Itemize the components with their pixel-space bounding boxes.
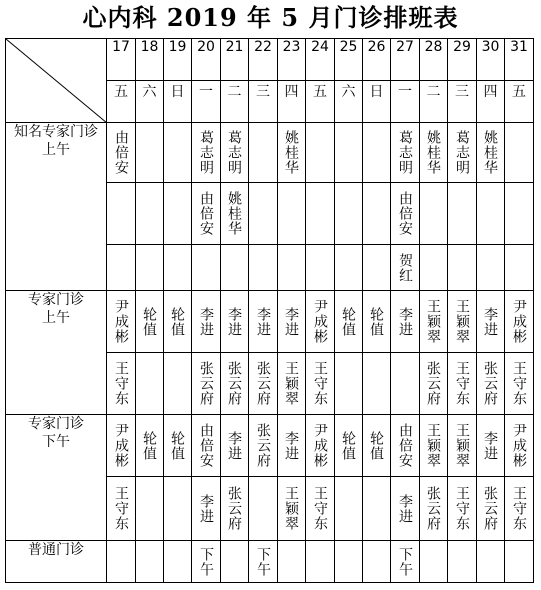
schedule-cell: 王守东 — [505, 353, 534, 415]
schedule-cell: 李进 — [391, 291, 420, 353]
schedule-cell — [448, 541, 477, 583]
schedule-cell — [420, 183, 448, 245]
diagonal-line — [6, 39, 107, 123]
schedule-cell: 尹成彬 — [505, 415, 534, 477]
schedule-cell: 张云府 — [221, 477, 249, 541]
schedule-cell: 轮值 — [335, 415, 363, 477]
schedule-cell — [477, 541, 505, 583]
weekday: 二 — [420, 81, 448, 123]
schedule-cell: 由倍安 — [192, 183, 221, 245]
schedule-cell — [306, 541, 335, 583]
schedule-cell: 张云府 — [249, 353, 278, 415]
schedule-cell: 张云府 — [221, 353, 249, 415]
day-number: 29 — [448, 39, 477, 81]
schedule-cell — [335, 353, 363, 415]
schedule-cell — [249, 477, 278, 541]
schedule-cell — [164, 183, 192, 245]
weekday: 日 — [363, 81, 391, 123]
category-line: 上午 — [42, 310, 70, 326]
schedule-cell: 轮值 — [164, 291, 192, 353]
schedule-cell: 由倍安 — [107, 123, 136, 183]
schedule-cell — [192, 245, 221, 291]
day-number: 24 — [306, 39, 335, 81]
schedule-cell: 李进 — [249, 291, 278, 353]
schedule-cell: 王颖翠 — [278, 353, 306, 415]
schedule-cell: 轮值 — [363, 291, 391, 353]
day-number: 23 — [278, 39, 306, 81]
schedule-cell: 王颖翠 — [420, 291, 448, 353]
schedule-cell: 姚桂华 — [477, 123, 505, 183]
category-label-expert_pm — [6, 415, 107, 541]
schedule-cell — [363, 123, 391, 183]
schedule-cell: 王守东 — [448, 353, 477, 415]
schedule-cell: 李进 — [477, 291, 505, 353]
schedule-cell: 李进 — [278, 291, 306, 353]
schedule-cell: 王颖翠 — [278, 477, 306, 541]
schedule-cell: 葛志明 — [192, 123, 221, 183]
schedule-cell — [363, 245, 391, 291]
schedule-cell: 尹成彬 — [107, 291, 136, 353]
schedule-row — [6, 291, 534, 353]
schedule-cell: 王守东 — [505, 477, 534, 541]
schedule-cell — [221, 541, 249, 583]
schedule-cell — [278, 245, 306, 291]
schedule-cell: 王守东 — [107, 353, 136, 415]
weekday: 三 — [448, 81, 477, 123]
schedule-cell: 尹成彬 — [505, 291, 534, 353]
weekday: 一 — [192, 81, 221, 123]
schedule-row — [6, 415, 534, 477]
schedule-cell — [477, 245, 505, 291]
schedule-cell — [136, 353, 164, 415]
schedule-row — [6, 123, 534, 183]
weekday: 五 — [505, 81, 534, 123]
schedule-cell — [335, 477, 363, 541]
category-line: 专家门诊 — [28, 416, 84, 432]
schedule-cell — [136, 245, 164, 291]
schedule-cell — [136, 477, 164, 541]
schedule-cell — [363, 183, 391, 245]
schedule-cell: 下午 — [391, 541, 420, 583]
day-number: 27 — [391, 39, 420, 81]
schedule-cell — [164, 541, 192, 583]
schedule-cell — [278, 183, 306, 245]
schedule-cell: 李进 — [278, 415, 306, 477]
schedule-cell: 葛志明 — [221, 123, 249, 183]
day-number: 19 — [164, 39, 192, 81]
schedule-cell: 王守东 — [107, 477, 136, 541]
schedule-cell: 下午 — [192, 541, 221, 583]
schedule-cell: 张云府 — [477, 477, 505, 541]
category-line: 专家门诊 — [28, 292, 84, 308]
category-line: 普通门诊 — [28, 542, 84, 558]
schedule-cell — [420, 245, 448, 291]
schedule-cell: 轮值 — [335, 291, 363, 353]
schedule-cell — [164, 477, 192, 541]
schedule-cell — [448, 183, 477, 245]
schedule-cell: 张云府 — [249, 415, 278, 477]
schedule-cell — [136, 183, 164, 245]
weekday: 六 — [136, 81, 164, 123]
schedule-cell — [306, 245, 335, 291]
day-number: 20 — [192, 39, 221, 81]
schedule-cell — [136, 541, 164, 583]
day-number: 31 — [505, 39, 534, 81]
day-number: 30 — [477, 39, 505, 81]
schedule-cell — [164, 245, 192, 291]
category-label-general — [6, 541, 107, 583]
schedule-cell — [164, 123, 192, 183]
schedule-cell — [306, 123, 335, 183]
day-number: 17 — [107, 39, 136, 81]
schedule-cell — [391, 353, 420, 415]
schedule-cell: 葛志明 — [391, 123, 420, 183]
schedule-cell — [363, 541, 391, 583]
schedule-cell: 张云府 — [420, 477, 448, 541]
weekday: 四 — [477, 81, 505, 123]
schedule-cell — [505, 245, 534, 291]
schedule-cell: 李进 — [221, 415, 249, 477]
weekday: 一 — [391, 81, 420, 123]
weekday: 五 — [107, 81, 136, 123]
schedule-cell: 王颖翠 — [448, 291, 477, 353]
schedule-cell: 王守东 — [448, 477, 477, 541]
schedule-table — [5, 38, 534, 583]
schedule-cell: 葛志明 — [448, 123, 477, 183]
schedule-cell — [335, 183, 363, 245]
schedule-cell — [249, 183, 278, 245]
schedule-cell: 尹成彬 — [107, 415, 136, 477]
schedule-cell — [477, 183, 505, 245]
schedule-cell — [306, 183, 335, 245]
schedule-cell: 尹成彬 — [306, 415, 335, 477]
header-corner — [6, 39, 107, 123]
schedule-cell: 李进 — [192, 291, 221, 353]
weekday: 三 — [249, 81, 278, 123]
category-line: 下午 — [42, 434, 70, 450]
category-label-expert_am — [6, 291, 107, 415]
schedule-cell — [164, 353, 192, 415]
schedule-cell — [420, 541, 448, 583]
schedule-cell — [448, 245, 477, 291]
schedule-cell: 由倍安 — [192, 415, 221, 477]
schedule-cell — [107, 541, 136, 583]
day-number: 28 — [420, 39, 448, 81]
schedule-cell: 姚桂华 — [420, 123, 448, 183]
schedule-cell: 李进 — [391, 477, 420, 541]
schedule-cell: 李进 — [192, 477, 221, 541]
category-line: 上午 — [42, 142, 70, 158]
day-number: 18 — [136, 39, 164, 81]
schedule-cell — [335, 123, 363, 183]
schedule-cell — [505, 123, 534, 183]
schedule-cell — [363, 477, 391, 541]
category-label-famous_am — [6, 123, 107, 291]
schedule-cell — [107, 245, 136, 291]
schedule-cell: 轮值 — [164, 415, 192, 477]
page-title: 心内科 2019 年 5 月门诊排班表 — [82, 3, 459, 32]
schedule-cell: 尹成彬 — [306, 291, 335, 353]
category-line: 知名专家门诊 — [14, 124, 98, 140]
weekday: 五 — [306, 81, 335, 123]
schedule-cell: 王守东 — [306, 477, 335, 541]
weekday: 二 — [221, 81, 249, 123]
schedule-cell — [249, 245, 278, 291]
schedule-cell — [335, 245, 363, 291]
schedule-cell — [505, 183, 534, 245]
schedule-cell: 下午 — [249, 541, 278, 583]
schedule-cell — [278, 541, 306, 583]
schedule-cell — [335, 541, 363, 583]
schedule-cell: 李进 — [477, 415, 505, 477]
day-number: 26 — [363, 39, 391, 81]
schedule-cell: 张云府 — [477, 353, 505, 415]
weekday: 日 — [164, 81, 192, 123]
schedule-row — [6, 541, 534, 583]
day-number: 22 — [249, 39, 278, 81]
day-number: 21 — [221, 39, 249, 81]
schedule-cell: 贺红 — [391, 245, 420, 291]
schedule-cell — [136, 123, 164, 183]
schedule-cell — [505, 541, 534, 583]
schedule-cell: 轮值 — [136, 291, 164, 353]
schedule-cell: 李进 — [221, 291, 249, 353]
schedule-cell — [363, 353, 391, 415]
schedule-cell — [221, 245, 249, 291]
weekday: 四 — [278, 81, 306, 123]
schedule-cell: 姚桂华 — [221, 183, 249, 245]
schedule-cell: 由倍安 — [391, 415, 420, 477]
schedule-cell: 张云府 — [420, 353, 448, 415]
schedule-cell: 由倍安 — [391, 183, 420, 245]
schedule-cell: 王颖翠 — [448, 415, 477, 477]
schedule-cell: 王守东 — [306, 353, 335, 415]
weekday: 六 — [335, 81, 363, 123]
schedule-cell — [249, 123, 278, 183]
schedule-cell: 轮值 — [136, 415, 164, 477]
schedule-cell: 张云府 — [192, 353, 221, 415]
schedule-cell: 轮值 — [363, 415, 391, 477]
schedule-cell: 姚桂华 — [278, 123, 306, 183]
day-number: 25 — [335, 39, 363, 81]
schedule-cell: 王颖翠 — [420, 415, 448, 477]
schedule-cell — [107, 183, 136, 245]
